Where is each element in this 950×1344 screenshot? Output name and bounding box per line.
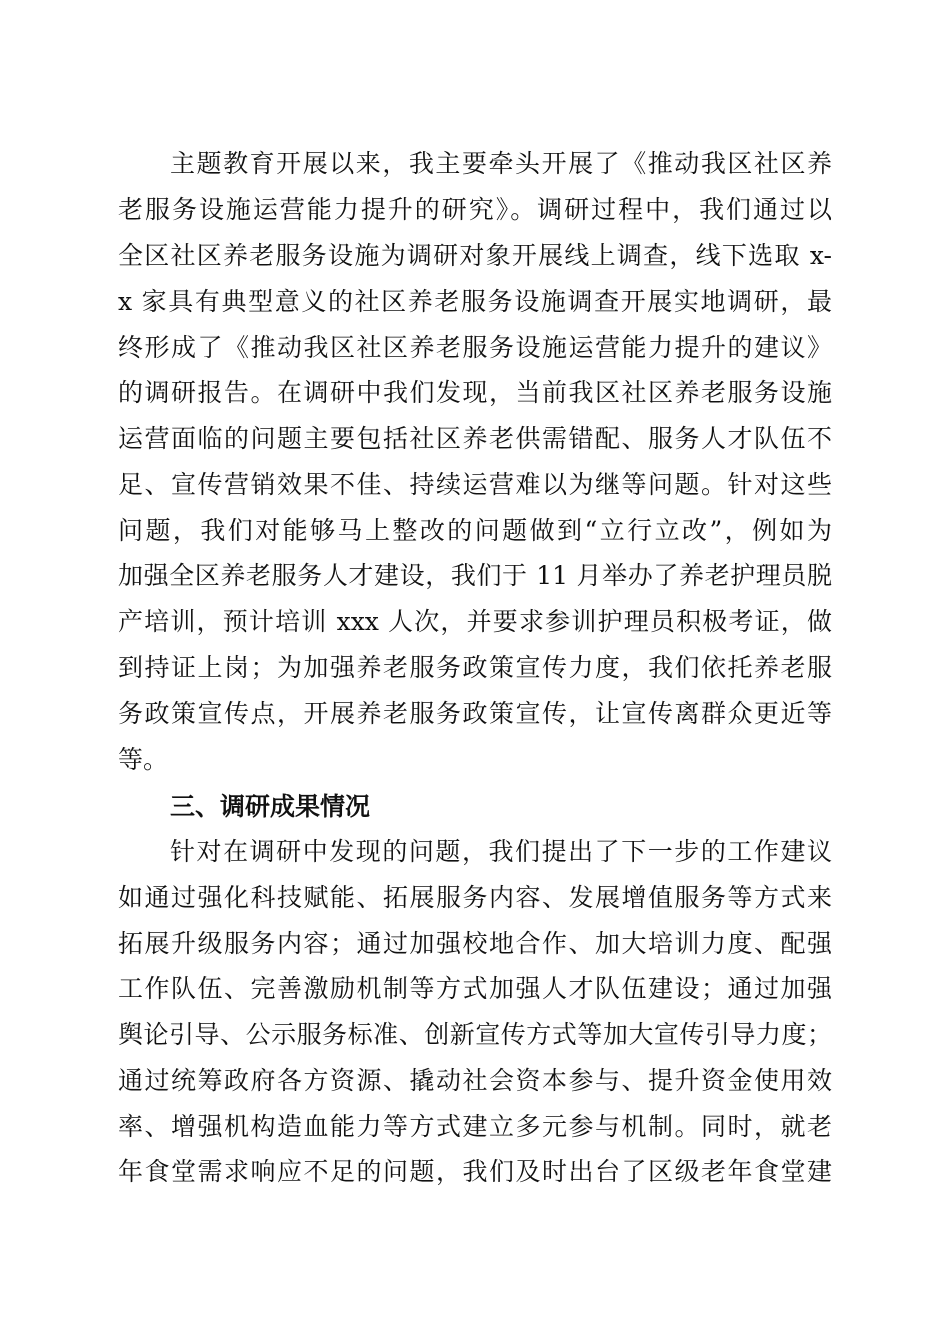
paragraph-1-line-9: 问题，我们对能够马上整改的问题做到“立行立改”，例如为 <box>118 516 832 545</box>
section-heading: 三、调研成果情况 <box>170 792 371 821</box>
paragraph-1-line-8: 足、宣传营销效果不佳、持续运营难以为继等问题。针对这些 <box>118 470 832 499</box>
paragraph-1-line-12: 到持证上岗；为加强养老服务政策宣传力度，我们依托养老服 <box>118 653 832 682</box>
paragraph-2-line-6: 通过统筹政府各方资源、撬动社会资本参与、提升资金使用效 <box>118 1066 832 1095</box>
paragraph-2-line-5: 舆论引导、公示服务标准、创新宣传方式等加大宣传引导力度； <box>118 1020 832 1049</box>
paragraph-2-line-4: 工作队伍、完善激励机制等方式加强人才队伍建设；通过加强 <box>118 974 832 1003</box>
paragraph-1-line-14: 等。 <box>118 745 169 774</box>
paragraph-2-line-3: 拓展升级服务内容；通过加强校地合作、加大培训力度、配强 <box>118 929 832 958</box>
paragraph-1-line-6: 的调研报告。在调研中我们发现，当前我区社区养老服务设施 <box>118 378 832 407</box>
paragraph-2-line-2: 如通过强化科技赋能、拓展服务内容、发展增值服务等方式来 <box>118 883 832 912</box>
paragraph-2-line-7: 率、增强机构造血能力等方式建立多元参与机制。同时，就老 <box>118 1112 832 1141</box>
paragraph-2-line-8: 年食堂需求响应不足的问题，我们及时出台了区级老年食堂建 <box>118 1157 832 1186</box>
paragraph-1-line-1: 主题教育开展以来，我主要牵头开展了《推动我区社区养 <box>170 149 832 178</box>
paragraph-1-line-4: x 家具有典型意义的社区养老服务设施调查开展实地调研，最 <box>118 287 832 316</box>
paragraph-1-line-2: 老服务设施运营能力提升的研究》。调研过程中，我们通过以 <box>118 195 832 224</box>
paragraph-1-line-11: 产培训，预计培训 xxx 人次，并要求参训护理员积极考证，做 <box>118 607 832 636</box>
paragraph-1-line-10: 加强全区养老服务人才建设，我们于 11 月举办了养老护理员脱 <box>118 561 832 590</box>
paragraph-1-line-5: 终形成了《推动我区社区养老服务设施运营能力提升的建议》 <box>118 333 832 362</box>
paragraph-1-line-13: 务政策宣传点，开展养老服务政策宣传，让宣传离群众更近等 <box>118 699 832 728</box>
paragraph-2-line-1: 针对在调研中发现的问题，我们提出了下一步的工作建议 <box>170 837 832 866</box>
paragraph-1-line-7: 运营面临的问题主要包括社区养老供需错配、服务人才队伍不 <box>118 424 832 453</box>
paragraph-1-line-3: 全区社区养老服务设施为调研对象开展线上调查，线下选取 x- <box>118 241 832 270</box>
